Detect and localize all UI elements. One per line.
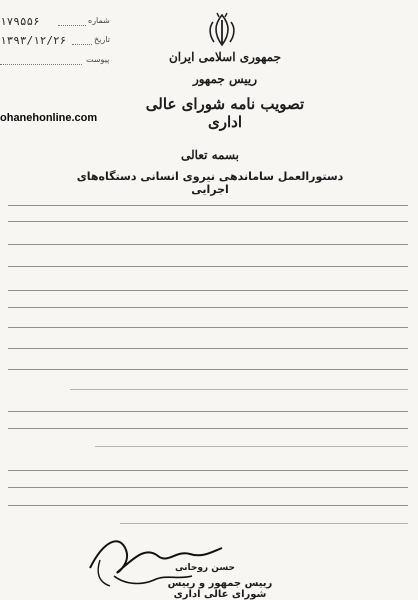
body-line — [8, 244, 408, 245]
meta-number-row — [0, 15, 120, 27]
bismillah: بسمه تعالی — [180, 148, 240, 162]
meta-attachment-label: پیوست — [86, 55, 110, 64]
meta-number-value: ۱۷۹۵۵۶ — [0, 15, 40, 28]
body-line — [8, 428, 408, 429]
meta-attachment-row — [0, 54, 120, 66]
body-line — [95, 446, 408, 447]
body-line — [8, 307, 408, 308]
watermark: ohanehonline.com — [0, 112, 98, 124]
body-line — [8, 221, 408, 222]
meta-number-label: شماره — [88, 16, 110, 25]
body-line — [8, 290, 408, 291]
document-type: تصویب نامه شورای عالی اداری — [145, 95, 305, 131]
meta-date-row — [0, 34, 120, 46]
office-name: رییس جمهور — [192, 72, 258, 86]
body-line — [8, 505, 408, 506]
iran-emblem-icon — [205, 12, 239, 48]
body-line — [8, 348, 408, 349]
signatory-name: حسن روحانی — [174, 563, 235, 573]
meta-date-dots — [72, 44, 92, 45]
body-line — [8, 205, 408, 206]
body-line — [8, 327, 408, 328]
body-line — [8, 266, 408, 267]
body-line — [8, 411, 408, 412]
meta-attachment-dots — [0, 64, 82, 65]
meta-date-value: ۱۳۹۳/۱۲/۲۶ — [0, 34, 67, 47]
meta-number-dots — [58, 25, 86, 26]
body-line — [8, 470, 408, 471]
country-name: جمهوری اسلامی ایران — [168, 50, 282, 64]
signatory-role: رییس جمهور و رییس شورای عالی اداری — [167, 578, 273, 600]
body-line — [8, 369, 408, 370]
document-title: دستورالعمل ساماندهی نیروی انسانی دستگاه‌های اجرایی — [76, 170, 344, 196]
body-line — [8, 487, 408, 488]
body-line — [70, 389, 408, 390]
meta-date-label: تاریخ — [94, 35, 110, 44]
